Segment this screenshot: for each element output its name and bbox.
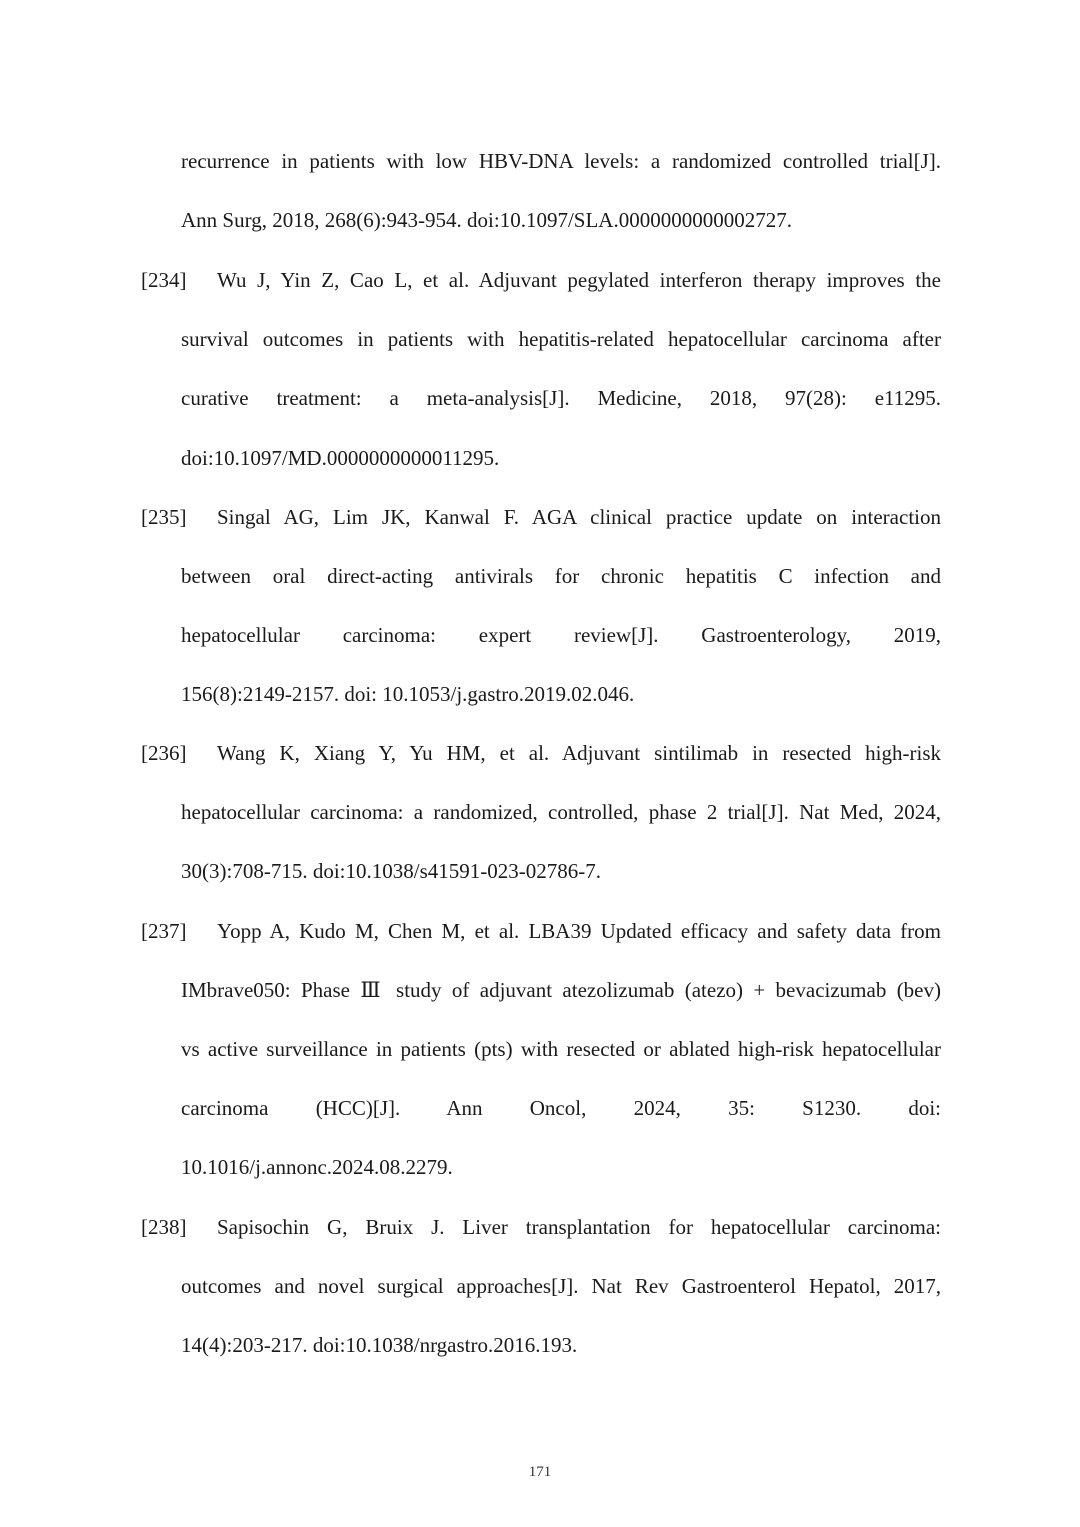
reference-number: [236]: [141, 741, 187, 765]
reference-line: 10.1016/j.annonc.2024.08.2279.: [181, 1155, 453, 1179]
reference-line: Wu J, Yin Z, Cao L, et al. Adjuvant pegylated interferon therapy improves the: [217, 268, 941, 292]
reference-line: outcomes and novel surgical approaches[J]. Nat Rev Gastroenterol Hepatol, 2017,: [181, 1274, 941, 1298]
reference-line: Wang K, Xiang Y, Yu HM, et al. Adjuvant sintilimab in resected high-risk: [217, 741, 941, 765]
reference-line: carcinoma (HCC)[J]. Ann Oncol, 2024, 35: S1230. doi:: [181, 1096, 941, 1120]
reference-number: [235]: [141, 505, 187, 529]
reference-number: [234]: [141, 268, 187, 292]
reference-line: IMbrave050: Phase Ⅲ study of adjuvant atezolizumab (atezo) + bevacizumab (bev): [181, 978, 941, 1002]
reference-line: 156(8):2149-2157. doi: 10.1053/j.gastro.2019.02.046.: [181, 682, 635, 706]
reference-line: Ann Surg, 2018, 268(6):943-954. doi:10.1097/SLA.0000000000002727.: [181, 208, 792, 232]
reference-line: hepatocellular carcinoma: a randomized, controlled, phase 2 trial[J]. Nat Med, 2024,: [181, 800, 941, 824]
reference-line: Yopp A, Kudo M, Chen M, et al. LBA39 Updated efficacy and safety data from: [217, 919, 941, 943]
reference-line: between oral direct-acting antivirals for chronic hepatitis C infection and: [181, 564, 941, 588]
reference-line: curative treatment: a meta-analysis[J]. Medicine, 2018, 97(28): e11295.: [181, 386, 941, 410]
reference-line: Singal AG, Lim JK, Kanwal F. AGA clinical practice update on interaction: [217, 505, 941, 529]
page-number: 171: [528, 1464, 552, 1480]
reference-line: Sapisochin G, Bruix J. Liver transplantation for hepatocellular carcinoma:: [217, 1215, 941, 1239]
reference-line: doi:10.1097/MD.0000000000011295.: [181, 446, 500, 470]
reference-line: survival outcomes in patients with hepatitis-related hepatocellular carcinoma after: [181, 327, 941, 351]
reference-line: recurrence in patients with low HBV-DNA levels: a randomized controlled trial[J].: [181, 149, 941, 173]
reference-number: [237]: [141, 919, 187, 943]
reference-line: 14(4):203-217. doi:10.1038/nrgastro.2016.193.: [181, 1333, 578, 1357]
reference-line: 30(3):708-715. doi:10.1038/s41591-023-02786-7.: [181, 859, 601, 883]
reference-number: [238]: [141, 1215, 187, 1239]
reference-line: vs active surveillance in patients (pts) with resected or ablated high-risk hepatocellular: [181, 1037, 941, 1061]
reference-line: hepatocellular carcinoma: expert review[J]. Gastroenterology, 2019,: [181, 623, 941, 647]
